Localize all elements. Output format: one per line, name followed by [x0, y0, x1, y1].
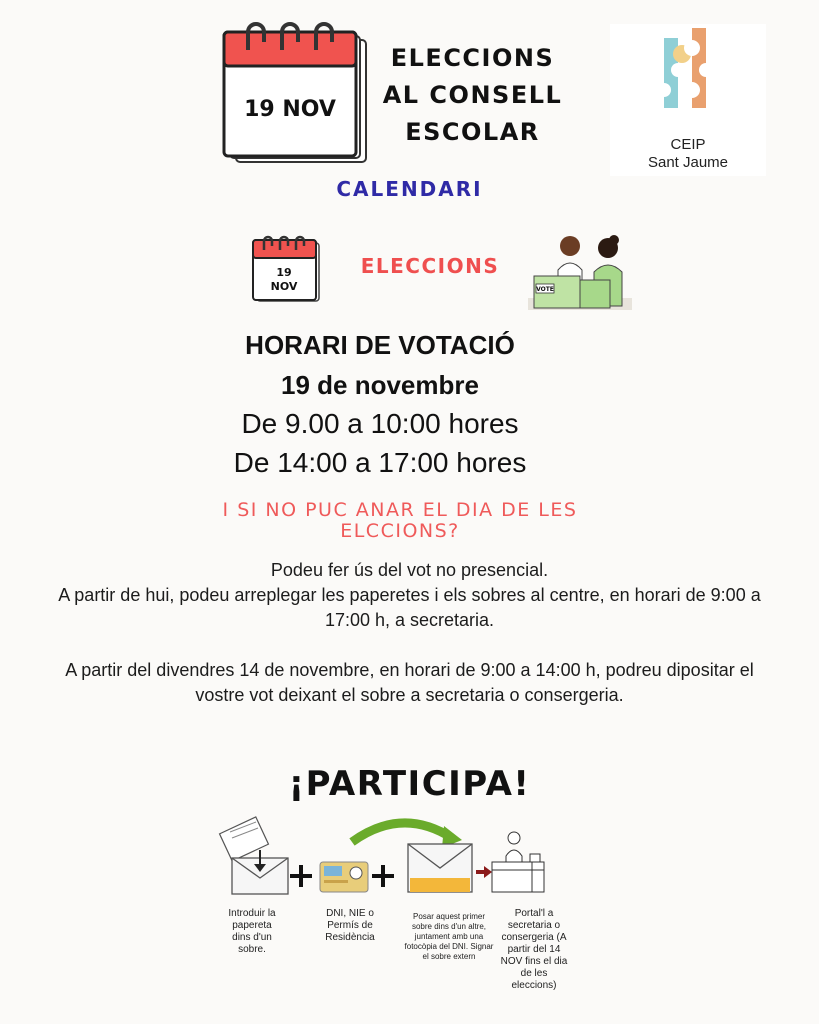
ballot-box-label: VOTE [536, 286, 554, 293]
info-p2-line-2: vostre vot deixant el sobre a secretaria o consergeria. [195, 685, 624, 705]
logo-text-school: Sant Jaume [647, 154, 729, 171]
logo-text-ceip: CEIP [670, 136, 706, 153]
small-calendar-day: 19 [276, 266, 292, 279]
title-line-2: AL CONSELL [382, 81, 563, 109]
info-p1-line-1: Podeu fer ús del vot no presencial. [270, 560, 549, 580]
schedule-date: 19 de novembre [281, 370, 479, 400]
envelope-ballot-icon [220, 817, 288, 894]
voting-steps-illustration [200, 810, 560, 910]
step-caption-1: Introduir la papereta dins d'un sobre. [228, 908, 276, 955]
page-title [375, 40, 570, 151]
secretary-desk-icon [492, 832, 544, 892]
step-caption-3: Posar aquest primer sobre dins d'un altre, juntament amb una fotocòpia del DNI. Signar el sobre extern [404, 912, 494, 961]
question-line-2: ELCCIONS? [340, 520, 460, 542]
envelope-icon [408, 844, 472, 892]
school-logo [610, 24, 766, 176]
voters-illustration [528, 232, 632, 312]
small-calendar-month: NOV [270, 280, 298, 293]
eleccions-label: ELECCIONS [360, 254, 500, 278]
schedule-title: HORARI DE VOTACIÓ [245, 330, 515, 360]
calendar-icon [220, 20, 368, 165]
logo-mark-icon [658, 28, 718, 130]
question-line-1: I SI NO PUC ANAR EL DIA DE LES [222, 499, 578, 521]
schedule-slot-morning: De 9.00 a 10:00 hores [241, 408, 519, 439]
calendar-date: 19 NOV [244, 97, 336, 122]
info-paragraph-2 [20, 658, 799, 708]
schedule-slot-afternoon: De 14:00 a 17:00 hores [233, 447, 527, 478]
info-paragraph-1 [20, 558, 799, 633]
small-calendar-icon [250, 234, 322, 304]
info-p1-line-2: A partir de hui, podeu arreplegar les paperetes i els sobres al centre, en horari de 9:00 a [58, 585, 761, 605]
title-line-3: ESCOLAR [405, 118, 540, 146]
id-card-icon [320, 862, 368, 892]
info-p1-line-3: 17:00 h, a secretaria. [324, 610, 495, 630]
calendari-heading: CALENDARI [336, 177, 483, 201]
info-p2-line-1: A partir del divendres 14 de novembre, en horari de 9:00 a 14:00 h, podreu dipositar el [65, 660, 754, 680]
step-caption-4: Portal'l a secretaria o consergeria (A partir del 14 NOV fins el dia de les eleccions) [500, 908, 568, 991]
participa-heading: ¡PARTICIPA! [288, 764, 531, 804]
title-line-1: ELECCIONS [390, 44, 555, 72]
question-heading [190, 500, 610, 542]
step-caption-2: DNI, NIE o Permís de Residència [325, 908, 375, 943]
